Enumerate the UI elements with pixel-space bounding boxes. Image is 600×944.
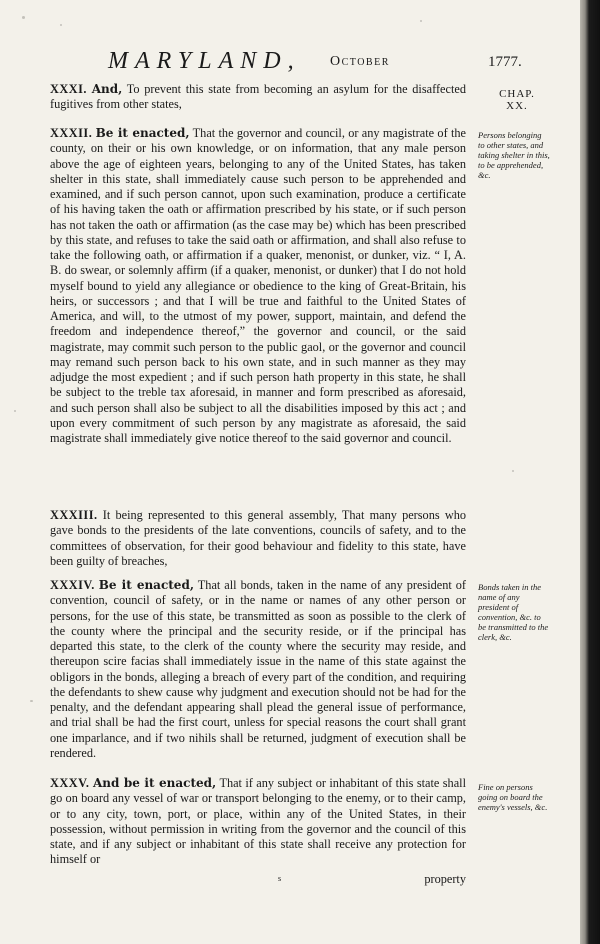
section-number: XXXIII.	[50, 508, 98, 522]
header-month: October	[330, 54, 390, 69]
section-xxxi	[50, 82, 466, 113]
section-text: It being represented to this general assembly, That many persons who gave bonds to the presidents of the late conventions, councils of safety, and to the committees of observation, for their good behaviour and fidelity to this state, have been guilty of breaches,	[50, 508, 466, 568]
catchword: property	[424, 872, 466, 886]
enacting-clause: Be it enacted,	[95, 126, 190, 140]
section-text: That the governor and council, or any magistrate of the county, on their or his own knowledge, or on information, that any male person above the age of eighteen years, belonging to any of the United States, has taken shelter in this state, shall immediately cause such person to be apprehended and examined, and if such person cannot, upon such examination, produce a certificate of his having taken the oath or affirmation prescribed by his state, or if such person has not taken the oath or affirmation (as the case may be) which has been prescribed by this state, and refuses to take the said oath or affirmation, and shall also refuse to take the following oath, or affirmation if a quaker, menonist, or dunker, viz. “ I, A. B. do swear, or solemnly affirm (if a quaker, menonist, or dunker) that I do not hold myself bound to yield any allegiance or obedience to the king of Great-Britain, his heirs, or successors ; and that I will be true and faithful to the United States of America, and will, to the utmost of my power, support, maintain, and defend the freedom and independence thereof,” the governor and council, or the said magistrate, may commit such person to the public gaol, or the governor and council may remand such person back to his own state, and in such manner as they may adjudge the most expedient ; and if such person hath property in this state, he shall be subject to the treble tax aforesaid, in manner and form prescribed as aforesaid, and such person shall also be subject to all the disabilities imposed by this act ; and upon every commitment of such person by any magistrate as aforesaid, the said magistrate shall immediately give notice thereof to the said governor and council.	[50, 126, 467, 445]
paper-speck	[420, 20, 422, 22]
chapter-number: XX.	[506, 100, 528, 112]
enacting-clause: And,	[91, 82, 123, 96]
running-title: MARYLAND,	[108, 48, 301, 74]
section-number: XXXV.	[50, 776, 90, 790]
signature-mark: s	[278, 874, 282, 883]
section-number: XXXII.	[50, 126, 93, 140]
header-year: 1777.	[488, 54, 522, 70]
paper-speck	[22, 16, 25, 19]
section-number: XXXIV.	[50, 578, 95, 592]
section-xxxv	[50, 776, 466, 868]
scan-edge	[580, 0, 600, 944]
paper-speck	[30, 700, 33, 702]
margin-note-bonds: Bonds taken in the name of any president of convention, &c. to be transmitted to the clerk, &c.	[478, 582, 549, 642]
enacting-clause: Be it enacted,	[98, 578, 195, 592]
enacting-clause: And be it enacted,	[92, 776, 217, 790]
margin-note-persons-other-states: Persons belonging to other states, and taking shelter in this, to be apprehended, &c.	[478, 130, 550, 180]
section-text: That if any subject or inhabitant of this state shall go on board any vessel of war or transport belonging to the enemy, or to their camp, or to any city, town, port, or place, within any of the United States, in their possession, without permission in writing from the governor and the council of this state, and if any subject or inhabitant of this state shall receive any protection for himself or	[50, 776, 466, 867]
paper-speck	[60, 24, 62, 26]
paper-speck	[14, 410, 16, 412]
section-text: To prevent this state from becoming an asylum for the disaffected fugitives from other states,	[50, 82, 466, 112]
section-number: XXXI.	[50, 82, 88, 96]
section-xxxiii	[50, 508, 466, 569]
chapter-label: CHAP.	[499, 88, 535, 100]
paper-speck	[512, 470, 514, 472]
margin-note-enemy-vessels: Fine on persons going on board the enemy's vessels, &c.	[478, 782, 548, 812]
page-header	[0, 48, 580, 78]
chapter-marker	[482, 88, 552, 112]
section-xxxii	[50, 126, 466, 446]
section-xxxiv	[50, 578, 466, 761]
section-text: That all bonds, taken in the name of any president of convention, council of safety, or in the name or names of any other person or persons, for the use of this state, be transmitted as soon as possible to the clerk of the county where the principal and the security reside, or if the principal has departed this state, to the clerk of the county where the security may reside, and thereupon scire facias shall immediately issue in the name of this state against the obligors in the bonds, alleging a breach of every part of the condition, and requiring the defendants to shew cause why judgment and execution should not be had for the penalty, and the defendant appearing shall plead the general issue of performance, and trial shall be had the first court, unless for special reasons the court shall grant one imparlance, and if two nihils shall be returned, judgment of execution shall be rendered.	[50, 578, 467, 760]
